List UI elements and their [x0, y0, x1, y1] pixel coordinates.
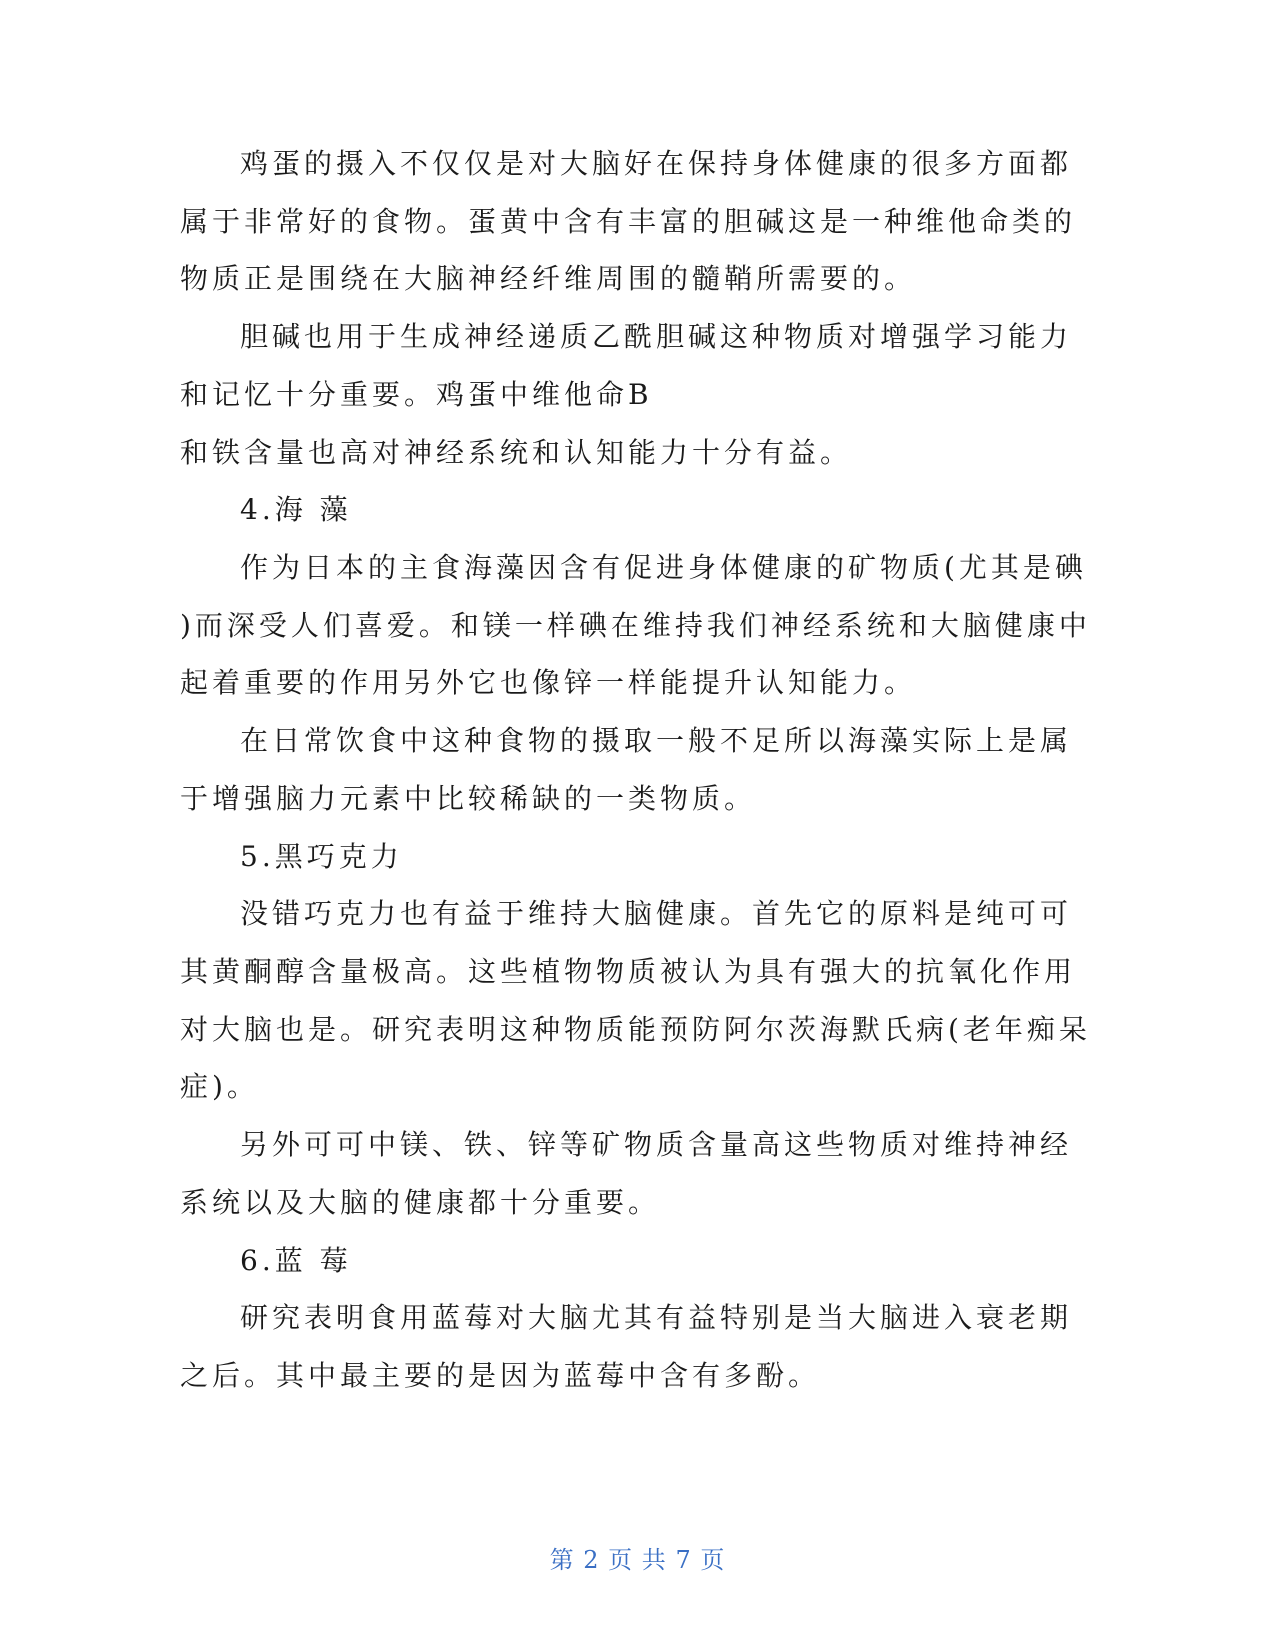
paragraph-line: 其黄酮醇含量极高。这些植物物质被认为具有强大的抗氧化作用 — [180, 955, 1077, 988]
paragraph-line: 系统以及大脑的健康都十分重要。 — [180, 1186, 661, 1219]
paragraph-line: 症)。 — [180, 1070, 259, 1103]
paragraph-line: 和铁含量也高对神经系统和认知能力十分有益。 — [180, 436, 853, 469]
paragraph-line: 作为日本的主食海藻因含有促进身体健康的矿物质(尤其是碘 — [240, 551, 1087, 584]
paragraph-line: )而深受人们喜爱。和镁一样碘在维持我们神经系统和大脑健康中 — [180, 609, 1091, 642]
paragraph-line: 属于非常好的食物。蛋黄中含有丰富的胆碱这是一种维他命类的 — [180, 205, 1077, 238]
paragraph-line: 对大脑也是。研究表明这种物质能预防阿尔茨海默氏病(老年痴呆 — [180, 1013, 1091, 1046]
paragraph-line: 物质正是围绕在大脑神经纤维周围的髓鞘所需要的。 — [180, 262, 917, 295]
paragraph-line: 起着重要的作用另外它也像锌一样能提升认知能力。 — [180, 666, 917, 699]
paragraph-line: 在日常饮食中这种食物的摄取一般不足所以海藻实际上是属 — [240, 724, 1073, 757]
paragraph-line: 鸡蛋的摄入不仅仅是对大脑好在保持身体健康的很多方面都 — [240, 147, 1073, 180]
paragraph-line: 研究表明食用蓝莓对大脑尤其有益特别是当大脑进入衰老期 — [240, 1301, 1073, 1334]
paragraph-line: 没错巧克力也有益于维持大脑健康。首先它的原料是纯可可 — [240, 897, 1073, 930]
section-heading-dark-chocolate: 5.黑巧克力 — [240, 840, 403, 873]
section-heading-blueberry: 6.蓝 莓 — [240, 1244, 352, 1277]
paragraph-line: 胆碱也用于生成神经递质乙酰胆碱这种物质对增强学习能力 — [240, 320, 1073, 353]
paragraph-line: 和记忆十分重要。鸡蛋中维他命B — [180, 378, 653, 411]
section-heading-seaweed: 4.海 藻 — [240, 493, 352, 526]
paragraph-line: 之后。其中最主要的是因为蓝莓中含有多酚。 — [180, 1359, 821, 1392]
page-number-footer: 第 2 页 共 7 页 — [549, 1546, 726, 1574]
paragraph-line: 另外可可中镁、铁、锌等矿物质含量高这些物质对维持神经 — [240, 1128, 1073, 1161]
paragraph-line: 于增强脑力元素中比较稀缺的一类物质。 — [180, 782, 757, 815]
